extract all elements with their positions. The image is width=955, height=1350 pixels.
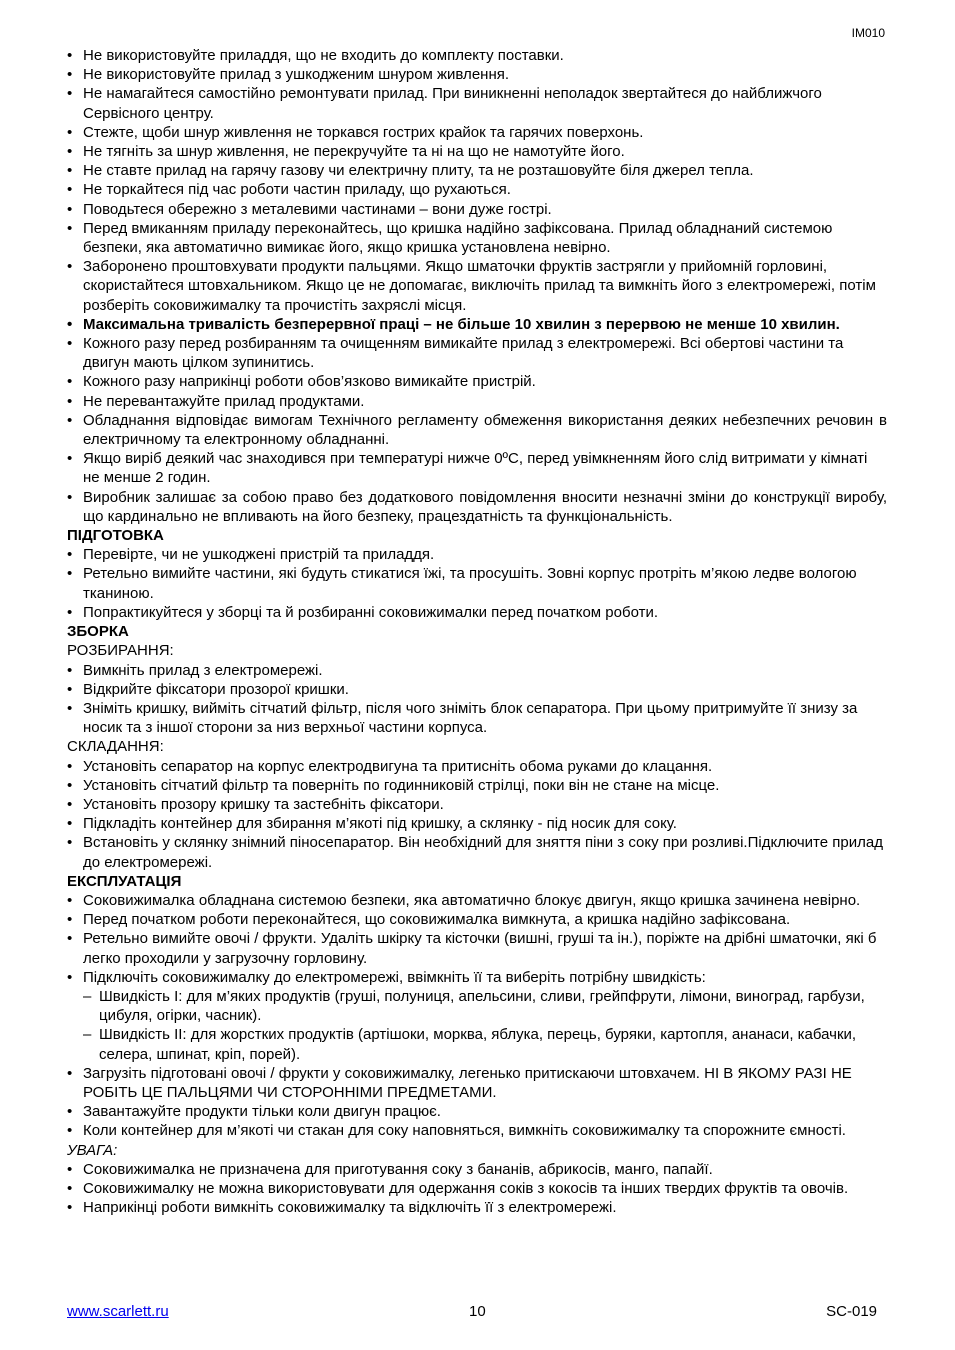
operation-item: • Коли контейнер для м’якоті чи стакан для соку наповняться, вимкніть соковижималку та спорожните ємності. — [67, 1121, 887, 1140]
assembling-item: • Встановіть у склянку знімний піносепаратор. Він необхідний для зняття піни з соку при розливі.Підключите прилад до електромережі. — [67, 833, 887, 871]
warning-heading: УВАГА: — [67, 1141, 118, 1159]
section-heading-preparation: ПІДГОТОВКА — [67, 527, 164, 545]
operation-item: • Соковижималка обладнана системою безпеки, яка автоматично блокує двигун, якщо кришка зачинена невірно. — [67, 891, 887, 910]
safety-item: • Не перевантажуйте прилад продуктами. — [67, 392, 887, 411]
operation-item: • Ретельно вимийте овочі / фрукти. Удаліть шкірку та кісточки (вишні, груші та ін.), поріжте на дрібні шматочки, які б легко проходили у загрузочну горловину. — [67, 929, 887, 967]
operation-list — [67, 891, 887, 1141]
prep-item: • Ретельно вимийте частини, які будуть стикатися їжі, та просушіть. Зовні корпус протріть м’якою ледве вологою тканиною. — [67, 564, 887, 602]
assembling-item: • Установіть прозору кришку та застебніть фіксатори. — [67, 795, 887, 814]
safety-item: • Стежте, щоби шнур живлення не торкався гострих крайок та гарячих поверхонь. — [67, 123, 887, 142]
product-code: SC-019 — [826, 1303, 877, 1320]
assembling-item: • Установіть сепаратор на корпус електродвигуна та притисніть обома руками до клацання. — [67, 757, 887, 776]
safety-item: • Не використовуйте приладдя, що не входить до комплекту поставки. — [67, 46, 887, 65]
warning-item: • Соковижималку не можна використовувати для одержання соків з кокосів та інших твердих фруктів та овочів. — [67, 1179, 887, 1198]
safety-item: • Не торкайтеся під час роботи частин приладу, що рухаються. — [67, 180, 887, 199]
disassembly-item: • Зніміть кришку, вийміть сітчатий фільтр, після чого зніміть блок сепаратора. При цьому притримуйте її знизу за носик та з іншої сторони за низ верхньої частини корпуса. — [67, 699, 887, 737]
safety-item: • Якщо виріб деякий час знаходився при температурі нижче 0ºC, перед увімкненням його слід витримати у кімнаті не менше 2 годин. — [67, 449, 887, 487]
speed-item: – Швидкість I: для м’яких продуктів (груші, полуниця, апельсини, сливи, грейпфрути, лімони, виноград, гарбузи, цибуля, огірки, часник). — [67, 987, 887, 1025]
section-heading-operation: ЕКСПЛУАТАЦІЯ — [67, 872, 182, 890]
operation-item: • Завантажуйте продукти тільки коли двигун працює. — [67, 1102, 887, 1121]
safety-item: • Кожного разу наприкінці роботи обов’язково вимикайте пристрій. — [67, 372, 887, 391]
assembling-item: • Підкладіть контейнер для збирання м’якоті під кришку, а склянку - під носик для соку. — [67, 814, 887, 833]
prep-item: • Перевірте, чи не ушкоджені пристрій та приладдя. — [67, 545, 887, 564]
prep-item: • Попрактикуйтеся у зборці та й розбиранні соковижималки перед початком роботи. — [67, 603, 887, 622]
safety-item: • Обладнання відповідає вимогам Технічного регламенту обмеження використання деяких небезпечних речовин в електричному та електронному обладнанні. — [67, 411, 887, 449]
subheading-assembling: СКЛАДАННЯ: — [67, 738, 164, 756]
disassembly-list — [67, 661, 887, 738]
safety-item: • Не тягніть за шнур живлення, не перекручуйте та ні на що не намотуйте його. — [67, 142, 887, 161]
subheading-disassembly: РОЗБИРАННЯ: — [67, 642, 174, 660]
safety-item: • Поводьтеся обережно з металевими частинами – вони дуже гострі. — [67, 200, 887, 219]
page-number: 10 — [469, 1303, 486, 1320]
safety-item: • Не намагайтеся самостійно ремонтувати прилад. При виникненні неполадок звертайтеся до найближчого Сервісного центру. — [67, 84, 887, 122]
assembling-item: • Установіть сітчатий фільтр та поверніть по годинниковій стрілці, поки він не стане на місце. — [67, 776, 887, 795]
disassembly-item: • Вимкніть прилад з електромережі. — [67, 661, 887, 680]
operation-item: • Перед початком роботи переконайтеся, що соковижималка вимкнута, а кришка надійно зафіксована. — [67, 910, 887, 929]
warning-item: • Соковижималка не призначена для приготування соку з бананів, абрикосів, манго, папайї. — [67, 1160, 887, 1179]
safety-item: • Не ставте прилад на гарячу газову чи електричну плиту, та не розташовуйте біля джерел тепла. — [67, 161, 887, 180]
operation-item: • Загрузіть підготовані овочі / фрукти у соковижималку, легенько притискаючи штовхачем. НІ В ЯКОМУ РАЗІ НЕ РОБІТЬ ЦЕ ПАЛЬЦЯМИ ЧИ СТОРОННІМИ ПРЕДМЕТАМИ. — [67, 1064, 887, 1102]
section-heading-assembly: ЗБОРКА — [67, 623, 129, 641]
safety-item: • Перед вмиканням приладу переконайтесь, що кришка надійно зафіксована. Прилад обладнаний системою безпеки, яка автоматично вимикає його, якщо кришка установлена невірно. — [67, 219, 887, 257]
operation-item: • Підключіть соковижималку до електромережі, ввімкніть її та виберіть потрібну швидкість: — [67, 968, 887, 987]
page-footer — [67, 1303, 877, 1323]
safety-item: • Кожного разу перед розбиранням та очищенням вимикайте прилад з електромережі. Всі обертові частини та двигун мають цілком зупинитись. — [67, 334, 887, 372]
safety-item: • Виробник залишає за собою право без додаткового повідомлення вносити незначні зміни до конструкції виробу, що кардинально не впливають на його безпеку, працездатність та функціональність. — [67, 488, 887, 526]
preparation-list — [67, 545, 887, 622]
disassembly-item: • Відкрийте фіксатори прозорої кришки. — [67, 680, 887, 699]
safety-list — [67, 46, 887, 526]
safety-item: • Не використовуйте прилад з ушкодженим шнуром живлення. — [67, 65, 887, 84]
website-link[interactable]: www.scarlett.ru — [67, 1303, 169, 1320]
warning-item: • Наприкінці роботи вимкніть соковижималку та відключіть її з електромережі. — [67, 1198, 887, 1217]
model-code: IM010 — [851, 26, 885, 40]
speed-item: – Швидкість II: для жорстких продуктів (артішоки, морква, яблука, перець, буряки, картопля, ананаси, кабачки, селера, шпинат, кріп, порей). — [67, 1025, 887, 1063]
manual-content — [67, 46, 887, 1217]
safety-item: • Заборонено проштовхувати продукти пальцями. Якщо шматочки фруктів застрягли у прийомній горловині, скористайтеся штовхальником. Якщо це не допомагає, виключіть прилад та вимкніть його з електромережі, потім розберіть соковижималку та прочистіть захряслі місця. — [67, 257, 887, 315]
safety-item-max-runtime: • Максимальна тривалість безперервної праці – не більше 10 хвилин з перервою не менше 10 хвилин. — [67, 315, 887, 334]
warning-list — [67, 1160, 887, 1218]
assembling-list — [67, 757, 887, 872]
